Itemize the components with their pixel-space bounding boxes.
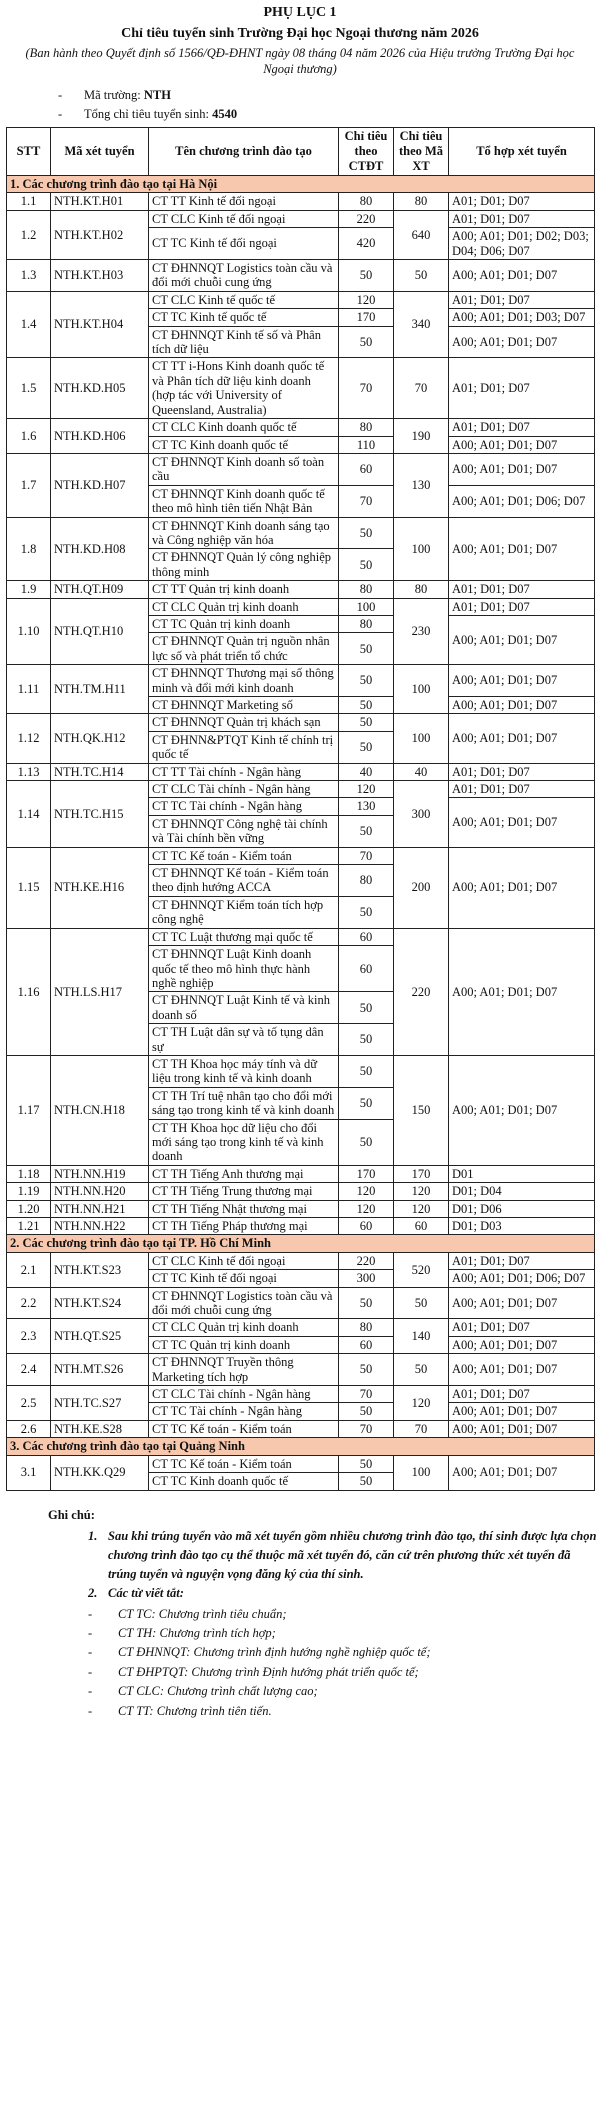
table-row xyxy=(7,453,595,485)
abbreviation-item: - CT ĐHPTQT: Chương trình Định hướng phát triển quốc tế; xyxy=(88,1664,419,1679)
code-cell: NTH.MT.S26 xyxy=(51,1354,149,1386)
code-cell: NTH.KK.Q29 xyxy=(51,1455,149,1490)
header-code: Mã xét tuyển xyxy=(51,128,149,176)
stt-cell: 1.7 xyxy=(7,453,51,517)
code-cell: NTH.TM.H11 xyxy=(51,665,149,714)
combination-cell: A00; A01; D01; D03; D07 xyxy=(449,309,595,326)
stt-cell: 1.14 xyxy=(7,781,51,848)
program-quota-cell: 80 xyxy=(339,419,394,436)
code-cell: NTH.QK.H12 xyxy=(51,714,149,763)
code-cell: NTH.NN.H20 xyxy=(51,1183,149,1200)
code-cell: NTH.LS.H17 xyxy=(51,928,149,1055)
combination-cell: A01; D01; D07 xyxy=(449,598,595,615)
table-row xyxy=(7,1354,595,1386)
combination-cell: D01; D04 xyxy=(449,1183,595,1200)
code-cell: NTH.KE.S28 xyxy=(51,1420,149,1437)
program-name-cell: CT TT i-Hons Kinh doanh quốc tế và Phân tích dữ liệu kinh doanh (hợp tác với University of Queensland, Australia) xyxy=(149,358,339,419)
stt-cell: 1.15 xyxy=(7,847,51,928)
combination-cell: A00; A01; D01; D07 xyxy=(449,1420,595,1437)
program-name-cell: CT CLC Quản trị kinh doanh xyxy=(149,1319,339,1336)
stt-cell: 1.16 xyxy=(7,928,51,1055)
table-row xyxy=(7,358,595,419)
code-quota-cell: 120 xyxy=(394,1200,449,1217)
program-name-cell: CT TH Tiếng Trung thương mại xyxy=(149,1183,339,1200)
program-quota-cell: 420 xyxy=(339,228,394,260)
program-name-cell: CT TT Quản trị kinh doanh xyxy=(149,581,339,598)
program-quota-cell: 70 xyxy=(339,847,394,864)
program-name-cell: CT ĐHNN&PTQT Kinh tế chính trị quốc tế xyxy=(149,731,339,763)
abbreviation-item: - CT CLC: Chương trình chất lượng cao; xyxy=(88,1684,318,1699)
combination-cell: A01; D01; D07 xyxy=(449,1252,595,1269)
table-row xyxy=(7,517,595,549)
program-name-cell: CT TC Kinh tế đối ngoại xyxy=(149,228,339,260)
header-quota-code: Chỉ tiêu theo Mã XT xyxy=(394,128,449,176)
combination-cell: A01; D01; D07 xyxy=(449,210,595,227)
program-name-cell: CT CLC Kinh tế đối ngoại xyxy=(149,1252,339,1269)
table-row xyxy=(7,847,595,864)
total-quota-label: Tổng chỉ tiêu tuyển sinh: xyxy=(84,107,213,121)
program-name-cell: CT ĐHNNQT Quản lý công nghiệp thông minh xyxy=(149,549,339,581)
table-row xyxy=(7,1200,595,1217)
combination-cell: A00; A01; D01; D06; D07 xyxy=(449,485,595,517)
program-quota-cell: 50 xyxy=(339,633,394,665)
combination-cell: A01; D01; D07 xyxy=(449,763,595,780)
code-cell: NTH.NN.H22 xyxy=(51,1218,149,1235)
stt-cell: 1.20 xyxy=(7,1200,51,1217)
section-header-row xyxy=(7,1235,595,1252)
section-title: 2. Các chương trình đào tạo tại TP. Hồ Chí Minh xyxy=(7,1235,595,1252)
program-name-cell: CT ĐHNNQT Kinh doanh quốc tế theo mô hình tiên tiến Nhật Bản xyxy=(149,485,339,517)
appendix-label: PHỤ LỤC 1 xyxy=(263,5,337,20)
combination-cell: A00; A01; D01; D07 xyxy=(449,1287,595,1319)
notes-list xyxy=(88,1527,600,1603)
program-quota-cell: 50 xyxy=(339,549,394,581)
stt-cell: 1.1 xyxy=(7,193,51,210)
program-quota-cell: 70 xyxy=(339,1386,394,1403)
program-name-cell: CT CLC Tài chính - Ngân hàng xyxy=(149,1386,339,1403)
code-cell: NTH.QT.S25 xyxy=(51,1319,149,1354)
table-row xyxy=(7,763,595,780)
code-quota-cell: 100 xyxy=(394,665,449,714)
combination-cell: A00; A01; D01; D02; D03; D04; D06; D07 xyxy=(449,228,595,260)
table-row xyxy=(7,1319,595,1336)
header-combination: Tổ hợp xét tuyển xyxy=(449,128,595,176)
program-name-cell: CT TC Tài chính - Ngân hàng xyxy=(149,1403,339,1420)
code-cell: NTH.NN.H19 xyxy=(51,1165,149,1182)
program-name-cell: CT ĐHNNQT Luật Kinh doanh quốc tế theo mô hình thực hành nghề nghiệp xyxy=(149,946,339,992)
code-cell: NTH.TC.H14 xyxy=(51,763,149,780)
note-item: 1. Sau khi trúng tuyển vào mã xét tuyển gồm nhiều chương trình đào tạo, thí sinh được lựa chọn chương trình đào tạo cụ thể thuộc mã xét tuyển đó, căn cứ trên phương thức xét tuyển đã trúng tuyển và nguyện vọng đăng ký của thí sinh. xyxy=(88,1528,597,1581)
program-quota-cell: 50 xyxy=(339,1403,394,1420)
code-quota-cell: 190 xyxy=(394,419,449,454)
stt-cell: 1.21 xyxy=(7,1218,51,1235)
code-quota-cell: 120 xyxy=(394,1183,449,1200)
table-row xyxy=(7,1287,595,1319)
meta-info xyxy=(58,86,600,124)
combination-cell: D01; D03 xyxy=(449,1218,595,1235)
program-name-cell: CT ĐHNNQT Thương mại số thông minh và đổi mới kinh doanh xyxy=(149,665,339,697)
stt-cell: 2.3 xyxy=(7,1319,51,1354)
abbreviation-item: - CT TH: Chương trình tích hợp; xyxy=(88,1625,276,1640)
program-name-cell: CT ĐHNNQT Kinh tế số và Phân tích dữ liệu xyxy=(149,326,339,358)
combination-cell: A00; A01; D01; D07 xyxy=(449,615,595,664)
combination-cell: A00; A01; D01; D07 xyxy=(449,1403,595,1420)
table-row xyxy=(7,1386,595,1403)
code-quota-cell: 60 xyxy=(394,1218,449,1235)
code-cell: NTH.KE.H16 xyxy=(51,847,149,928)
program-name-cell: CT TH Trí tuệ nhân tạo cho đổi mới sáng tạo trong kinh tế và kinh doanh xyxy=(149,1087,339,1119)
total-quota-value: 4540 xyxy=(212,107,238,121)
code-quota-cell: 50 xyxy=(394,1287,449,1319)
notes-label: Ghi chú: xyxy=(48,1507,95,1522)
program-quota-cell: 80 xyxy=(339,865,394,897)
program-quota-cell: 50 xyxy=(339,1473,394,1490)
combination-cell: A01; D01; D07 xyxy=(449,291,595,308)
table-row xyxy=(7,1218,595,1235)
code-cell: NTH.KT.H02 xyxy=(51,210,149,259)
program-name-cell: CT TH Tiếng Pháp thương mại xyxy=(149,1218,339,1235)
program-quota-cell: 70 xyxy=(339,485,394,517)
program-quota-cell: 70 xyxy=(339,1420,394,1437)
program-name-cell: CT TH Khoa học dữ liệu cho đổi mới sáng tạo trong kinh tế và kinh doanh xyxy=(149,1119,339,1165)
combination-cell: A00; A01; D01; D06; D07 xyxy=(449,1270,595,1287)
header-quota-program: Chỉ tiêu theo CTĐT xyxy=(339,128,394,176)
table-row xyxy=(7,1165,595,1182)
combination-cell: A00; A01; D01; D07 xyxy=(449,453,595,485)
program-quota-cell: 50 xyxy=(339,260,394,292)
stt-cell: 1.8 xyxy=(7,517,51,581)
code-cell: NTH.QT.H10 xyxy=(51,598,149,665)
program-name-cell: CT ĐHNNQT Marketing số xyxy=(149,697,339,714)
stt-cell: 1.18 xyxy=(7,1165,51,1182)
program-quota-cell: 60 xyxy=(339,946,394,992)
combination-cell: A00; A01; D01; D07 xyxy=(449,714,595,763)
program-quota-cell: 50 xyxy=(339,326,394,358)
code-quota-cell: 300 xyxy=(394,781,449,848)
stt-cell: 1.5 xyxy=(7,358,51,419)
combination-cell: A01; D01; D07 xyxy=(449,781,595,798)
program-name-cell: CT TH Luật dân sự và tố tụng dân sự xyxy=(149,1024,339,1056)
code-quota-cell: 100 xyxy=(394,714,449,763)
program-name-cell: CT TT Tài chính - Ngân hàng xyxy=(149,763,339,780)
combination-cell: A00; A01; D01; D07 xyxy=(449,665,595,697)
program-name-cell: CT CLC Kinh tế quốc tế xyxy=(149,291,339,308)
header-program: Tên chương trình đào tạo xyxy=(149,128,339,176)
note-item: 2. Các từ viết tắt: xyxy=(88,1585,184,1600)
code-cell: NTH.TC.S27 xyxy=(51,1386,149,1421)
code-quota-cell: 80 xyxy=(394,193,449,210)
code-quota-cell: 170 xyxy=(394,1165,449,1182)
program-quota-cell: 50 xyxy=(339,896,394,928)
program-quota-cell: 220 xyxy=(339,1252,394,1269)
program-quota-cell: 120 xyxy=(339,781,394,798)
combination-cell: A00; A01; D01; D07 xyxy=(449,436,595,453)
program-quota-cell: 110 xyxy=(339,436,394,453)
program-quota-cell: 40 xyxy=(339,763,394,780)
program-quota-cell: 50 xyxy=(339,697,394,714)
program-name-cell: CT TH Tiếng Nhật thương mại xyxy=(149,1200,339,1217)
code-cell: NTH.NN.H21 xyxy=(51,1200,149,1217)
combination-cell: A00; A01; D01; D07 xyxy=(449,260,595,292)
program-quota-cell: 220 xyxy=(339,210,394,227)
program-quota-cell: 60 xyxy=(339,928,394,945)
code-quota-cell: 130 xyxy=(394,453,449,517)
code-cell: NTH.KT.H01 xyxy=(51,193,149,210)
program-quota-cell: 60 xyxy=(339,1336,394,1353)
program-name-cell: CT TC Tài chính - Ngân hàng xyxy=(149,798,339,815)
program-name-cell: CT ĐHNNQT Kiểm toán tích hợp công nghệ xyxy=(149,896,339,928)
program-name-cell: CT TC Kế toán - Kiểm toán xyxy=(149,1420,339,1437)
table-row xyxy=(7,581,595,598)
code-quota-cell: 140 xyxy=(394,1319,449,1354)
code-quota-cell: 50 xyxy=(394,260,449,292)
combination-cell: A01; D01; D07 xyxy=(449,1386,595,1403)
code-quota-cell: 70 xyxy=(394,1420,449,1437)
stt-cell: 1.11 xyxy=(7,665,51,714)
program-name-cell: CT ĐHNNQT Quản trị khách sạn xyxy=(149,714,339,731)
program-name-cell: CT CLC Kinh doanh quốc tế xyxy=(149,419,339,436)
stt-cell: 2.1 xyxy=(7,1252,51,1287)
combination-cell: A00; A01; D01; D07 xyxy=(449,517,595,581)
combination-cell: A01; D01; D07 xyxy=(449,581,595,598)
stt-cell: 1.13 xyxy=(7,763,51,780)
program-name-cell: CT ĐHNNQT Kinh doanh sáng tạo và Công nghiệp văn hóa xyxy=(149,517,339,549)
program-quota-cell: 60 xyxy=(339,1218,394,1235)
program-quota-cell: 60 xyxy=(339,453,394,485)
program-quota-cell: 120 xyxy=(339,291,394,308)
code-cell: NTH.KT.H03 xyxy=(51,260,149,292)
program-name-cell: CT TC Quản trị kinh doanh xyxy=(149,615,339,632)
code-cell: NTH.KT.S23 xyxy=(51,1252,149,1287)
combination-cell: A01; D01; D07 xyxy=(449,419,595,436)
program-name-cell: CT ĐHNNQT Truyền thông Marketing tích hợp xyxy=(149,1354,339,1386)
program-quota-cell: 170 xyxy=(339,309,394,326)
program-name-cell: CT ĐHNNQT Quản trị nguồn nhân lực số và phát triển tổ chức xyxy=(149,633,339,665)
table-row xyxy=(7,210,595,227)
document-subtitle: (Ban hành theo Quyết định số 1566/QĐ-ĐHNT ngày 08 tháng 04 năm 2026 của Hiệu trưởng Trường Đại học Ngoại thương) xyxy=(25,46,575,76)
code-quota-cell: 100 xyxy=(394,1455,449,1490)
program-name-cell: CT TC Kinh tế quốc tế xyxy=(149,309,339,326)
combination-cell: A01; D01; D07 xyxy=(449,193,595,210)
table-row xyxy=(7,665,595,697)
program-quota-cell: 50 xyxy=(339,517,394,549)
program-name-cell: CT TC Kinh doanh quốc tế xyxy=(149,1473,339,1490)
code-quota-cell: 40 xyxy=(394,763,449,780)
program-quota-cell: 80 xyxy=(339,581,394,598)
table-row xyxy=(7,714,595,731)
program-quota-cell: 50 xyxy=(339,1455,394,1472)
stt-cell: 1.19 xyxy=(7,1183,51,1200)
code-cell: NTH.CN.H18 xyxy=(51,1055,149,1165)
stt-cell: 3.1 xyxy=(7,1455,51,1490)
program-name-cell: CT ĐHNNQT Kinh doanh số toàn cầu xyxy=(149,453,339,485)
table-row xyxy=(7,1455,595,1472)
combination-cell: A01; D01; D07 xyxy=(449,1319,595,1336)
stt-cell: 1.12 xyxy=(7,714,51,763)
program-name-cell: CT ĐHNNQT Kế toán - Kiểm toán theo định hướng ACCA xyxy=(149,865,339,897)
combination-cell: A00; A01; D01; D07 xyxy=(449,1455,595,1490)
table-row xyxy=(7,419,595,436)
program-quota-cell: 80 xyxy=(339,615,394,632)
table-row xyxy=(7,598,595,615)
table-row xyxy=(7,1420,595,1437)
program-quota-cell: 100 xyxy=(339,598,394,615)
program-quota-cell: 70 xyxy=(339,358,394,419)
combination-cell: A00; A01; D01; D07 xyxy=(449,1055,595,1165)
program-name-cell: CT TC Kế toán - Kiểm toán xyxy=(149,847,339,864)
code-quota-cell: 80 xyxy=(394,581,449,598)
combination-cell: A01; D01; D07 xyxy=(449,358,595,419)
program-quota-cell: 120 xyxy=(339,1200,394,1217)
code-cell: NTH.KD.H05 xyxy=(51,358,149,419)
code-cell: NTH.KT.S24 xyxy=(51,1287,149,1319)
program-quota-cell: 50 xyxy=(339,1119,394,1165)
program-name-cell: CT CLC Quản trị kinh doanh xyxy=(149,598,339,615)
stt-cell: 1.10 xyxy=(7,598,51,665)
program-name-cell: CT ĐHNNQT Công nghệ tài chính và Tài chính bền vững xyxy=(149,815,339,847)
program-quota-cell: 300 xyxy=(339,1270,394,1287)
combination-cell: D01; D06 xyxy=(449,1200,595,1217)
abbreviation-item: - CT TC: Chương trình tiêu chuẩn; xyxy=(88,1606,287,1621)
code-quota-cell: 70 xyxy=(394,358,449,419)
combination-cell: A00; A01; D01; D07 xyxy=(449,1354,595,1386)
program-quota-cell: 50 xyxy=(339,1354,394,1386)
program-quota-cell: 50 xyxy=(339,1055,394,1087)
stt-cell: 2.4 xyxy=(7,1354,51,1386)
table-row xyxy=(7,193,595,210)
code-cell: NTH.KD.H08 xyxy=(51,517,149,581)
program-name-cell: CT TC Quản trị kinh doanh xyxy=(149,1336,339,1353)
stt-cell: 2.5 xyxy=(7,1386,51,1421)
code-quota-cell: 640 xyxy=(394,210,449,259)
total-quota-line: - Tổng chỉ tiêu tuyển sinh: 4540 xyxy=(58,107,238,121)
program-quota-cell: 170 xyxy=(339,1165,394,1182)
combination-cell: A00; A01; D01; D07 xyxy=(449,697,595,714)
program-name-cell: CT TC Kinh doanh quốc tế xyxy=(149,436,339,453)
program-quota-cell: 50 xyxy=(339,992,394,1024)
notes-section xyxy=(48,1507,600,1721)
program-quota-cell: 50 xyxy=(339,1024,394,1056)
table-row xyxy=(7,1252,595,1269)
code-cell: NTH.TC.H15 xyxy=(51,781,149,848)
code-cell: NTH.KD.H06 xyxy=(51,419,149,454)
code-quota-cell: 200 xyxy=(394,847,449,928)
section-header-row xyxy=(7,1438,595,1455)
combination-cell: A00; A01; D01; D07 xyxy=(449,798,595,847)
stt-cell: 1.9 xyxy=(7,581,51,598)
program-quota-cell: 80 xyxy=(339,1319,394,1336)
table-row xyxy=(7,1055,595,1087)
program-quota-cell: 50 xyxy=(339,815,394,847)
program-quota-cell: 50 xyxy=(339,1087,394,1119)
code-quota-cell: 220 xyxy=(394,928,449,1055)
abbreviation-item: - CT ĐHNNQT: Chương trình định hướng nghề nghiệp quốc tế; xyxy=(88,1645,431,1660)
program-name-cell: CT CLC Tài chính - Ngân hàng xyxy=(149,781,339,798)
stt-cell: 1.3 xyxy=(7,260,51,292)
table-row xyxy=(7,781,595,798)
program-name-cell: CT TC Kế toán - Kiểm toán xyxy=(149,1455,339,1472)
program-quota-cell: 50 xyxy=(339,665,394,697)
stt-cell: 1.4 xyxy=(7,291,51,358)
program-name-cell: CT ĐHNNQT Logistics toàn cầu và đổi mới chuỗi cung ứng xyxy=(149,1287,339,1319)
program-name-cell: CT ĐHNNQT Logistics toàn cầu và đổi mới chuỗi cung ứng xyxy=(149,260,339,292)
program-quota-cell: 120 xyxy=(339,1183,394,1200)
code-quota-cell: 340 xyxy=(394,291,449,358)
code-quota-cell: 120 xyxy=(394,1386,449,1421)
quota-table xyxy=(6,127,595,1491)
code-quota-cell: 520 xyxy=(394,1252,449,1287)
program-quota-cell: 130 xyxy=(339,798,394,815)
program-name-cell: CT TC Luật thương mại quốc tế xyxy=(149,928,339,945)
abbreviation-item: - CT TT: Chương trình tiên tiến. xyxy=(88,1703,272,1718)
code-cell: NTH.QT.H09 xyxy=(51,581,149,598)
code-quota-cell: 150 xyxy=(394,1055,449,1165)
code-cell: NTH.KD.H07 xyxy=(51,453,149,517)
section-title: 1. Các chương trình đào tạo tại Hà Nội xyxy=(7,176,595,193)
program-quota-cell: 50 xyxy=(339,731,394,763)
code-cell: NTH.KT.H04 xyxy=(51,291,149,358)
stt-cell: 1.17 xyxy=(7,1055,51,1165)
program-quota-cell: 50 xyxy=(339,714,394,731)
program-name-cell: CT TT Kinh tế đối ngoại xyxy=(149,193,339,210)
stt-cell: 1.2 xyxy=(7,210,51,259)
program-name-cell: CT TH Tiếng Anh thương mại xyxy=(149,1165,339,1182)
table-body xyxy=(7,176,595,1491)
table-row xyxy=(7,928,595,945)
section-title: 3. Các chương trình đào tạo tại Quảng Ninh xyxy=(7,1438,595,1455)
program-name-cell: CT CLC Kinh tế đối ngoại xyxy=(149,210,339,227)
combination-cell: A00; A01; D01; D07 xyxy=(449,928,595,1055)
program-quota-cell: 50 xyxy=(339,1287,394,1319)
combination-cell: A00; A01; D01; D07 xyxy=(449,326,595,358)
stt-cell: 2.2 xyxy=(7,1287,51,1319)
program-name-cell: CT TC Kinh tế đối ngoại xyxy=(149,1270,339,1287)
program-name-cell: CT TH Khoa học máy tính và dữ liệu trong kinh tế và kinh doanh xyxy=(149,1055,339,1087)
school-code-line: - Mã trường: NTH xyxy=(58,88,171,102)
header-stt: STT xyxy=(7,128,51,176)
school-code-label: Mã trường: xyxy=(84,88,144,102)
school-code-value: NTH xyxy=(143,88,171,102)
stt-cell: 1.6 xyxy=(7,419,51,454)
table-row xyxy=(7,291,595,308)
table-header-row xyxy=(7,128,595,176)
abbreviation-list xyxy=(88,1605,600,1721)
table-row xyxy=(7,260,595,292)
document-title: Chỉ tiêu tuyển sinh Trường Đại học Ngoại thương năm 2026 xyxy=(121,26,479,41)
combination-cell: A00; A01; D01; D07 xyxy=(449,847,595,928)
code-quota-cell: 100 xyxy=(394,517,449,581)
combination-cell: D01 xyxy=(449,1165,595,1182)
code-quota-cell: 230 xyxy=(394,598,449,665)
code-quota-cell: 50 xyxy=(394,1354,449,1386)
program-name-cell: CT ĐHNNQT Luật Kinh tế và kinh doanh số xyxy=(149,992,339,1024)
combination-cell: A00; A01; D01; D07 xyxy=(449,1336,595,1353)
program-quota-cell: 80 xyxy=(339,193,394,210)
stt-cell: 2.6 xyxy=(7,1420,51,1437)
table-row xyxy=(7,1183,595,1200)
section-header-row xyxy=(7,176,595,193)
